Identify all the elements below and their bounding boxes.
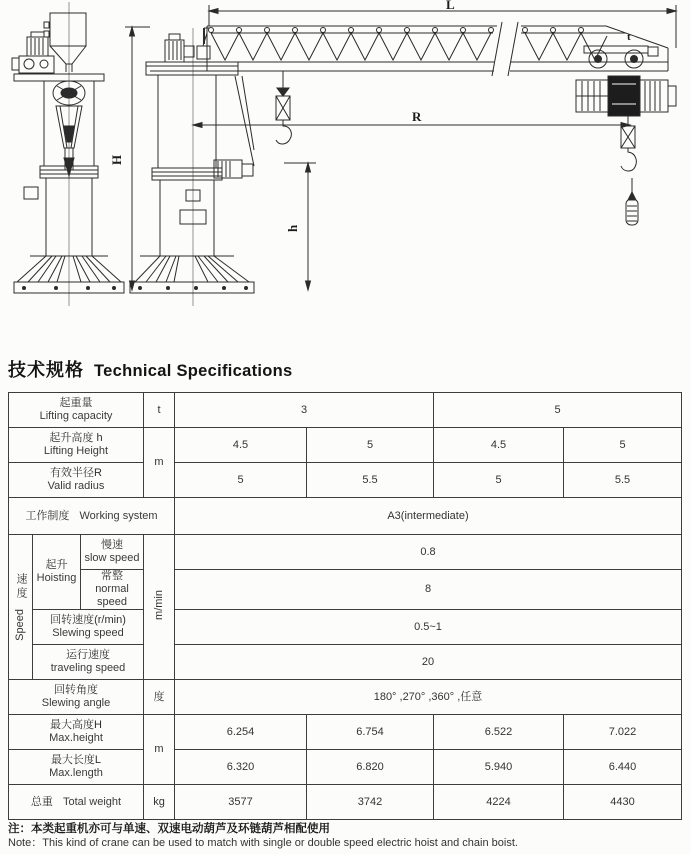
max-length-v1: 6.320 [175,750,307,785]
normal-speed-value: 8 [175,570,682,610]
slewing-speed-en: Slewing speed [52,627,124,639]
normal-speed-label [81,570,144,610]
lifting-height-label [9,428,144,463]
height-radius-unit: m [144,428,175,498]
working-system-value: A3(intermediate) [175,498,682,535]
section-title-en: Technical Specifications [94,362,293,380]
lifting-height-v2: 5 [307,428,434,463]
working-system-zh: 工作制度 [25,509,70,522]
row-total-weight [9,785,682,820]
lifting-height-v3: 4.5 [434,428,564,463]
footnote-zh: 注：本类起重机亦可与单速、双速电动葫芦及环链葫芦相配使用 [8,823,330,835]
row-lifting-height [9,428,682,463]
slewing-speed-label [33,610,144,645]
speed-group-en: Speed [14,609,26,641]
max-height-zh: 最大高度H [50,719,102,731]
max-length-v2: 6.820 [307,750,434,785]
row-max-length [9,750,682,785]
dimension-label-L: L [446,0,455,12]
slow-speed-label [81,535,144,570]
lifting-capacity-value-3t: 3 [175,393,434,428]
traveling-speed-zh: 运行速度 [66,649,110,661]
row-max-height [9,715,682,750]
hoisting-zh: 起升 [45,559,68,571]
slewing-angle-label [9,680,144,715]
total-weight-v2: 3742 [307,785,434,820]
valid-radius-zh: 有效半径R [50,467,102,479]
slewing-angle-unit: 度 [144,680,175,715]
max-height-v3: 6.522 [434,715,564,750]
dimension-label-R: R [412,109,422,124]
lifting-height-en: Lifting Height [43,445,109,457]
max-height-en: Max.height [49,732,103,744]
max-height-v4: 7.022 [564,715,682,750]
total-weight-unit: kg [144,785,175,820]
slow-speed-en: slow speed [84,552,140,564]
max-height-v2: 6.754 [307,715,434,750]
row-lifting-capacity [9,393,682,428]
max-length-v3: 5.940 [434,750,564,785]
lifting-capacity-zh: 起重量 [59,397,93,409]
section-title [8,356,293,382]
total-weight-v1: 3577 [175,785,307,820]
slewing-angle-en: Slewing angle [41,697,111,709]
lifting-capacity-unit: t [144,393,175,428]
footnote-en: Note：This kind of crane can be used to match with single or double speed electric hoist and chain boist. [8,837,518,849]
row-traveling-speed [9,645,682,680]
speed-unit [144,535,175,680]
total-weight-en: Total weight [62,795,122,808]
traveling-speed-value: 20 [175,645,682,680]
dimension-label-h: h [285,224,300,232]
slewing-angle-value: 180° ,270° ,360° ,任意 [175,680,682,715]
max-length-zh: 最大长度L [50,754,102,766]
section-title-zh: 技术规格 [8,360,84,380]
row-valid-radius [9,463,682,498]
row-working-system [9,498,682,535]
valid-radius-v3: 5 [434,463,564,498]
lifting-height-v1: 4.5 [175,428,307,463]
slewing-speed-zh: 回转速度(r/min) [50,614,126,626]
dimension-label-H: H [109,154,124,165]
lifting-capacity-label [9,393,144,428]
slow-speed-zh: 慢速 [101,539,123,551]
total-weight-v3: 4224 [434,785,564,820]
total-weight-v4: 4430 [564,785,682,820]
hoisting-label [33,535,81,610]
working-system-en: Working system [79,509,158,522]
lifting-capacity-value-5t: 5 [434,393,682,428]
slow-speed-value: 0.8 [175,535,682,570]
traveling-speed-en: traveling speed [50,662,126,674]
height-length-unit: m [144,715,175,785]
row-normal-speed [9,570,682,610]
max-length-v4: 6.440 [564,750,682,785]
total-weight-zh: 总重 [30,795,53,808]
valid-radius-v1: 5 [175,463,307,498]
valid-radius-en: Valid radius [47,480,105,492]
specifications-table [8,392,682,820]
speed-group-label [9,535,33,680]
traveling-speed-label [33,645,144,680]
footnote [8,822,684,850]
dimension-lines [125,5,676,290]
slewing-angle-zh: 回转角度 [54,684,98,696]
slewing-speed-value: 0.5~1 [175,610,682,645]
crane-drawing [0,0,691,348]
max-height-label [9,715,144,750]
speed-unit-text: m/min [152,590,165,620]
side-view [130,22,676,306]
dimension-label-t: t [627,31,631,43]
speed-group-zh: 速度 [15,573,27,602]
lifting-height-zh: 起升高度 h [49,432,103,444]
row-slewing-angle [9,680,682,715]
front-view [12,2,124,306]
row-slow-speed [9,535,682,570]
total-weight-label [9,785,144,820]
valid-radius-label [9,463,144,498]
working-system-label [9,498,175,535]
max-length-en: Max.length [49,767,103,779]
valid-radius-v4: 5.5 [564,463,682,498]
lifting-capacity-en: Lifting capacity [39,410,113,422]
hoisting-en: Hoisting [36,572,77,584]
max-length-label [9,750,144,785]
max-height-v1: 6.254 [175,715,307,750]
normal-speed-en: normal speed [95,583,129,608]
lifting-height-v4: 5 [564,428,682,463]
row-slewing-speed [9,610,682,645]
valid-radius-v2: 5.5 [307,463,434,498]
normal-speed-zh: 常整 [101,570,123,582]
